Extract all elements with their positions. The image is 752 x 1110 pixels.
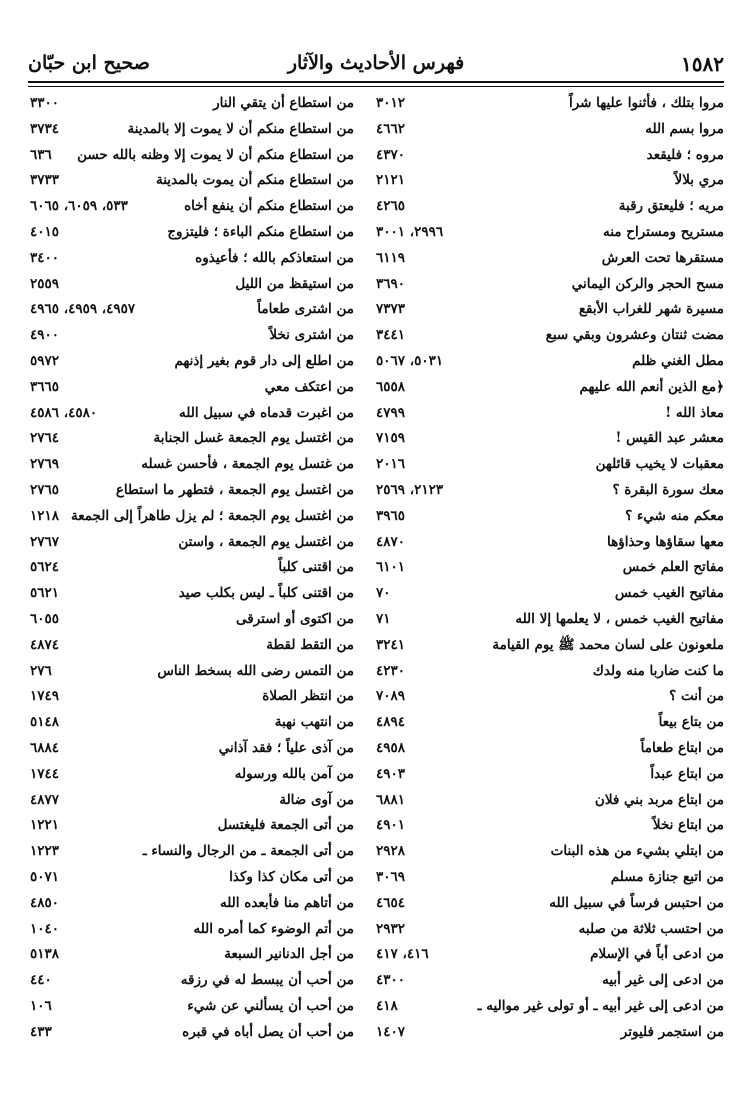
hadith-incipit: من أنت ؟ — [669, 688, 724, 705]
page-number: ١٥٨٢ — [681, 52, 724, 76]
hadith-reference-number: ٤١٦، ٤١٧ — [376, 946, 429, 963]
hadith-reference-number: ٦٨٨١ — [376, 791, 406, 808]
index-entry — [30, 143, 354, 169]
index-entry — [30, 1020, 354, 1046]
hadith-reference-number: ٥٦٢٤ — [30, 559, 60, 576]
index-entry — [374, 633, 724, 659]
hadith-reference-number: ١٧٤٤ — [30, 765, 60, 782]
index-entry — [30, 272, 354, 298]
hadith-incipit: مفاتيح الغيب خمس — [614, 585, 724, 602]
hadith-incipit: معاذ الله ! — [665, 404, 724, 421]
hadith-incipit: معشر عبد القيس ! — [615, 430, 724, 447]
index-entry — [374, 349, 724, 375]
hadith-incipit: مستقرها تحت العرش — [601, 249, 724, 266]
index-entry — [374, 684, 724, 710]
hadith-reference-number: ٢٩٢٨ — [376, 843, 406, 860]
hadith-reference-number: ٤٢٣٠ — [376, 662, 406, 679]
hadith-incipit: مروه ؛ فليقعد — [646, 146, 724, 163]
index-entry — [30, 168, 354, 194]
hadith-incipit: مستريح ومستراح منه — [603, 223, 724, 240]
hadith-incipit: معقبات لا يخيب قائلهن — [595, 456, 724, 473]
book-title: صحيح ابن حبّان — [28, 52, 150, 74]
index-entry — [30, 555, 354, 581]
hadith-incipit: مفاتح العلم خمس — [622, 559, 724, 576]
hadith-incipit: مفاتيح الغيب خمس ، لا يعلمها إلا الله — [515, 610, 724, 627]
hadith-incipit: من اتبع جنازة مسلم — [610, 868, 724, 885]
hadith-reference-number: ٢٩٣٢ — [376, 920, 406, 937]
hadith-reference-number: ٢٩٩٦، ٣٠٠١ — [376, 223, 444, 240]
hadith-reference-number: ١٢٢٣ — [30, 843, 60, 860]
index-entry — [374, 504, 724, 530]
hadith-reference-number: ٧١ — [376, 610, 391, 627]
index-entry — [30, 297, 354, 323]
hadith-reference-number: ٤٠١٥ — [30, 223, 60, 240]
hadith-incipit: من أجل الدنانير السبعة — [224, 946, 354, 963]
hadith-reference-number: ٤٨٥٠ — [30, 894, 60, 911]
hadith-reference-number: ٦١٠١ — [376, 559, 406, 576]
index-entry — [30, 478, 354, 504]
index-entry — [374, 530, 724, 556]
hadith-incipit: من انتهب نهبة — [274, 714, 354, 731]
hadith-incipit: من ابتاع نخلاً — [652, 817, 724, 834]
index-entry — [374, 839, 724, 865]
hadith-incipit: من أحب أن يسألني عن شيء — [187, 997, 354, 1014]
hadith-reference-number: ٤٢٦٥ — [376, 198, 406, 215]
hadith-reference-number: ٣٦٦٥ — [30, 378, 60, 395]
index-entry — [374, 968, 724, 994]
index-entry — [30, 581, 354, 607]
index-entry — [374, 117, 724, 143]
hadith-incipit: مطل الغني ظلم — [632, 352, 724, 369]
hadith-reference-number: ٢١٢١ — [376, 172, 406, 189]
hadith-incipit: من ابتاع طعاماً — [640, 739, 724, 756]
hadith-incipit: من استعاذكم بالله ؛ فأعيذوه — [195, 249, 354, 266]
hadith-incipit: من اقتنى كلباً — [278, 559, 354, 576]
index-entry — [30, 117, 354, 143]
index-entry — [30, 968, 354, 994]
hadith-incipit: من اغبرت قدماه في سبيل الله — [179, 404, 354, 421]
hadith-incipit: من بتاع بيعاً — [658, 714, 724, 731]
hadith-incipit: من اطلع إلى دار قوم بغير إذنهم — [174, 352, 354, 369]
hadith-reference-number: ٦١١٩ — [376, 249, 406, 266]
index-entry — [374, 375, 724, 401]
hadith-reference-number: ٧٣٧٣ — [376, 301, 406, 318]
hadith-reference-number: ٤٨٩٤ — [376, 714, 406, 731]
hadith-reference-number: ٦٨٨٤ — [30, 739, 60, 756]
hadith-reference-number: ٢٧٦٩ — [30, 456, 60, 473]
hadith-reference-number: ٢٧٦٧ — [30, 533, 60, 550]
index-entry — [374, 710, 724, 736]
hadith-incipit: من استيقظ من الليل — [235, 275, 354, 292]
hadith-reference-number: ٥١٤٨ — [30, 714, 60, 731]
hadith-incipit: من اكتوى أو استرقى — [236, 610, 354, 627]
hadith-reference-number: ٤٣٧٠ — [376, 146, 406, 163]
hadith-incipit: مريه ؛ فليعتق رقبة — [618, 198, 724, 215]
hadith-reference-number: ٣٣٠٠ — [30, 95, 60, 111]
hadith-incipit: من استطاع منكم أن لا يموت إلا بالمدينة — [127, 120, 354, 137]
hadith-reference-number: ٧٠ — [376, 585, 391, 602]
hadith-reference-number: ٥١٣٨ — [30, 946, 60, 963]
hadith-incipit: من استطاع منكم الباءة ؛ فليتزوج — [167, 223, 354, 240]
hadith-incipit: من أحب أن يصل أباه في قبره — [182, 1023, 354, 1040]
running-title: فهرس الأحاديث والآثار — [287, 52, 465, 74]
index-entry — [30, 401, 354, 427]
hadith-reference-number: ٤٩٠٣ — [376, 765, 406, 782]
hadith-incipit: من ادعى إلى غير أبيه — [602, 972, 724, 989]
hadith-incipit: من التقط لقطة — [266, 636, 354, 653]
header-rule-thin — [28, 86, 724, 87]
header-rule-thick — [28, 81, 724, 83]
index-entry — [374, 1020, 724, 1046]
index-entry — [30, 839, 354, 865]
index-entry — [374, 426, 724, 452]
hadith-incipit: من آذى علياً ؛ فقد آذاني — [218, 739, 354, 756]
hadith-reference-number: ٤٥٨٠، ٤٥٨٦ — [30, 404, 98, 421]
hadith-reference-number: ٥٣٣، ٦٠٥٩، ٦٠٦٥ — [30, 198, 128, 215]
hadith-incipit: من ابتاع عبداً — [650, 765, 724, 782]
hadith-incipit: مضت ثنتان وعشرون وبقي سبع — [545, 327, 724, 344]
hadith-reference-number: ٥٩٧٢ — [30, 352, 60, 369]
hadith-reference-number: ٦٣٦ — [30, 146, 52, 163]
hadith-incipit: مري بلالاً — [674, 172, 724, 189]
index-entry — [30, 633, 354, 659]
index-entry — [30, 917, 354, 943]
hadith-reference-number: ٤١٨ — [376, 997, 398, 1014]
hadith-reference-number: ١٧٤٩ — [30, 688, 60, 705]
index-entry — [374, 194, 724, 220]
hadith-incipit: من أتم الوضوء كما أمره الله — [193, 920, 354, 937]
index-entry — [374, 736, 724, 762]
hadith-incipit: من أتى الجمعة فليغتسل — [217, 817, 354, 834]
hadith-incipit: من أحب أن يبسط له في رزقه — [180, 972, 354, 989]
index-entry — [30, 813, 354, 839]
hadith-reference-number: ١٠٤٠ — [30, 920, 60, 937]
hadith-reference-number: ١٢٢١ — [30, 817, 60, 834]
hadith-incipit: من ابتلي بشيء من هذه البنات — [550, 843, 724, 860]
index-entry — [374, 891, 724, 917]
hadith-incipit: من أتى الجمعة ـ من الرجال والنساء ـ — [142, 843, 354, 860]
hadith-reference-number: ٣٠١٢ — [376, 95, 406, 111]
index-entry — [374, 762, 724, 788]
hadith-incipit: من انتظر الصلاة — [262, 688, 354, 705]
hadith-incipit: من ادعى إلى غير أبيه ـ أو تولى غير مواليه ـ — [477, 997, 724, 1014]
index-entry — [30, 349, 354, 375]
hadith-reference-number: ٣٠٦٩ — [376, 868, 406, 885]
hadith-reference-number: ٤٤٠ — [30, 972, 52, 989]
index-entry — [30, 426, 354, 452]
index-entry — [374, 452, 724, 478]
hadith-reference-number: ٧٠٨٩ — [376, 688, 406, 705]
hadith-reference-number: ٢٠١٦ — [376, 456, 406, 473]
hadith-incipit: من احتبس فرساً في سبيل الله — [549, 894, 724, 911]
hadith-incipit: من ابتاع مربد بني فلان — [594, 791, 724, 808]
hadith-incipit: من ادعى أباً في الإسلام — [590, 946, 724, 963]
index-entry — [30, 762, 354, 788]
index-entry — [374, 220, 724, 246]
hadith-reference-number: ٢٧٦ — [30, 662, 52, 679]
index-entry — [30, 452, 354, 478]
hadith-incipit: من آمن بالله ورسوله — [234, 765, 354, 782]
index-entry — [374, 143, 724, 169]
index-entry — [374, 813, 724, 839]
hadith-reference-number: ٤٩٥٧، ٤٩٥٩، ٤٩٦٥ — [30, 301, 136, 318]
hadith-reference-number: ٦٠٥٥ — [30, 610, 60, 627]
index-entry — [30, 607, 354, 633]
hadith-incipit: من اقتنى كلباً ـ ليس بكلب صيد — [178, 585, 354, 602]
hadith-incipit: من اغتسل يوم الجمعة ، واستن — [178, 533, 354, 550]
hadith-incipit: من استطاع منكم أن ينفع أخاه — [184, 198, 354, 215]
index-entry — [30, 194, 354, 220]
index-entry — [374, 607, 724, 633]
index-entry — [374, 168, 724, 194]
index-entry — [30, 865, 354, 891]
index-entry — [374, 581, 724, 607]
index-entry — [374, 555, 724, 581]
hadith-incipit: من التمس رضى الله بسخط الناس — [157, 662, 354, 679]
hadith-incipit: من اغتسل يوم الجمعة ، فتطهر ما استطاع — [115, 481, 354, 498]
hadith-incipit: من أتى مكان كذا وكذا — [229, 868, 354, 885]
index-entry — [30, 91, 354, 117]
index-entry — [30, 220, 354, 246]
hadith-incipit: معك سورة البقرة ؟ — [612, 481, 724, 498]
hadith-reference-number: ٤٧٩٩ — [376, 404, 406, 421]
hadith-incipit: من غتسل يوم الجمعة ، فأحسن غسله — [141, 456, 354, 473]
index-entry — [30, 736, 354, 762]
index-entry — [30, 942, 354, 968]
index-entry — [30, 994, 354, 1020]
hadith-incipit: من استطاع أن يتقي النار — [213, 95, 354, 111]
hadith-reference-number: ٤٣٠٠ — [376, 972, 406, 989]
hadith-incipit: مروا بسم الله — [645, 120, 724, 137]
hadith-reference-number: ٤٩٠٠ — [30, 327, 60, 344]
index-column-left — [30, 91, 354, 1045]
index-entry — [30, 788, 354, 814]
hadith-reference-number: ٣٧٣٣ — [30, 172, 60, 189]
index-entry — [374, 659, 724, 685]
index-entry — [30, 246, 354, 272]
hadith-reference-number: ٢٥٥٩ — [30, 275, 60, 292]
hadith-incipit: من اغتسل يوم الجمعة غسل الجنابة — [153, 430, 354, 447]
index-entry — [374, 942, 724, 968]
index-entry — [374, 788, 724, 814]
index-entry — [30, 530, 354, 556]
hadith-reference-number: ١٠٦ — [30, 997, 52, 1014]
hadith-reference-number: ٧١٥٩ — [376, 430, 406, 447]
hadith-incipit: من اعتكف معي — [264, 378, 354, 395]
hadith-incipit: من استجمر فليوتر — [620, 1023, 724, 1040]
index-entry — [30, 323, 354, 349]
hadith-reference-number: ٥٠٧١ — [30, 868, 60, 885]
hadith-incipit: معها سقاؤها وحذاؤها — [607, 533, 724, 550]
hadith-incipit: مسح الحجر والركن اليماني — [571, 275, 724, 292]
hadith-reference-number: ٢٧٦٥ — [30, 481, 60, 498]
hadith-reference-number: ١٢١٨ — [30, 507, 60, 524]
hadith-incipit: مروا بتلك ، فأثنوا عليها شراً — [568, 95, 724, 111]
hadith-reference-number: ٤٩٥٨ — [376, 739, 406, 756]
index-entry — [374, 994, 724, 1020]
hadith-incipit: من آوى ضالة — [279, 791, 354, 808]
hadith-incipit: معكم منه شيء ؟ — [625, 507, 724, 524]
index-entry — [30, 375, 354, 401]
hadith-incipit: من استطاع منكم أن يموت بالمدينة — [156, 172, 354, 189]
hadith-incipit: مسيرة شهر للغراب الأبقع — [578, 301, 724, 318]
index-entry — [30, 659, 354, 685]
hadith-incipit: من اشترى نخلاً — [269, 327, 354, 344]
index-entry — [374, 917, 724, 943]
hadith-reference-number: ٣٧٣٤ — [30, 120, 60, 137]
hadith-incipit: ﴿مع الذين أنعم الله عليهم — [579, 378, 724, 395]
hadith-reference-number: ٤٦٦٢ — [376, 120, 406, 137]
hadith-incipit: ما كنت ضاربا منه ولدك — [592, 662, 724, 679]
index-entry — [30, 504, 354, 530]
index-entry — [374, 272, 724, 298]
hadith-reference-number: ٢٧٦٤ — [30, 430, 60, 447]
hadith-reference-number: ١٤٠٧ — [376, 1023, 406, 1040]
hadith-incipit: من أتاهم منا فأبعده الله — [219, 894, 354, 911]
hadith-incipit: من اشترى طعاماً — [257, 301, 354, 318]
hadith-reference-number: ٥٠٣١، ٥٠٦٧ — [376, 352, 444, 369]
index-entry — [30, 684, 354, 710]
hadith-reference-number: ٣٤٤١ — [376, 327, 406, 344]
hadith-incipit: ملعونون على لسان محمد ﷺ يوم القيامة — [492, 636, 724, 653]
hadith-reference-number: ٤٨٧٠ — [376, 533, 406, 550]
index-entry — [374, 401, 724, 427]
hadith-reference-number: ٤٦٥٤ — [376, 894, 406, 911]
hadith-reference-number: ٦٥٥٨ — [376, 378, 406, 395]
hadith-reference-number: ٤٣٣ — [30, 1023, 52, 1040]
index-entry — [374, 478, 724, 504]
hadith-reference-number: ٣٤٠٠ — [30, 249, 60, 266]
hadith-reference-number: ٣٦٩٠ — [376, 275, 406, 292]
index-entry — [374, 297, 724, 323]
index-entry — [374, 91, 724, 117]
index-entry — [374, 246, 724, 272]
hadith-incipit: من استطاع منكم أن لا يموت إلا وظنه بالله حسن — [77, 146, 354, 163]
index-entry — [374, 865, 724, 891]
page-header — [28, 40, 724, 80]
index-entry — [30, 710, 354, 736]
hadith-incipit: من اغتسل يوم الجمعة ؛ لم يزل طاهراً إلى الجمعة — [70, 507, 354, 524]
index-entry — [30, 891, 354, 917]
hadith-reference-number: ٣٩٦٥ — [376, 507, 406, 524]
hadith-reference-number: ٣٢٤١ — [376, 636, 406, 653]
hadith-incipit: من احتسب ثلاثة من صلبه — [578, 920, 724, 937]
hadith-reference-number: ٥٦٢١ — [30, 585, 60, 602]
index-column-right — [374, 91, 724, 1045]
hadith-reference-number: ٤٩٠١ — [376, 817, 406, 834]
hadith-reference-number: ٤٨٧٧ — [30, 791, 60, 808]
index-entry — [374, 323, 724, 349]
hadith-reference-number: ٢١٢٣، ٢٥٦٩ — [376, 481, 444, 498]
hadith-reference-number: ٤٨٧٤ — [30, 636, 60, 653]
